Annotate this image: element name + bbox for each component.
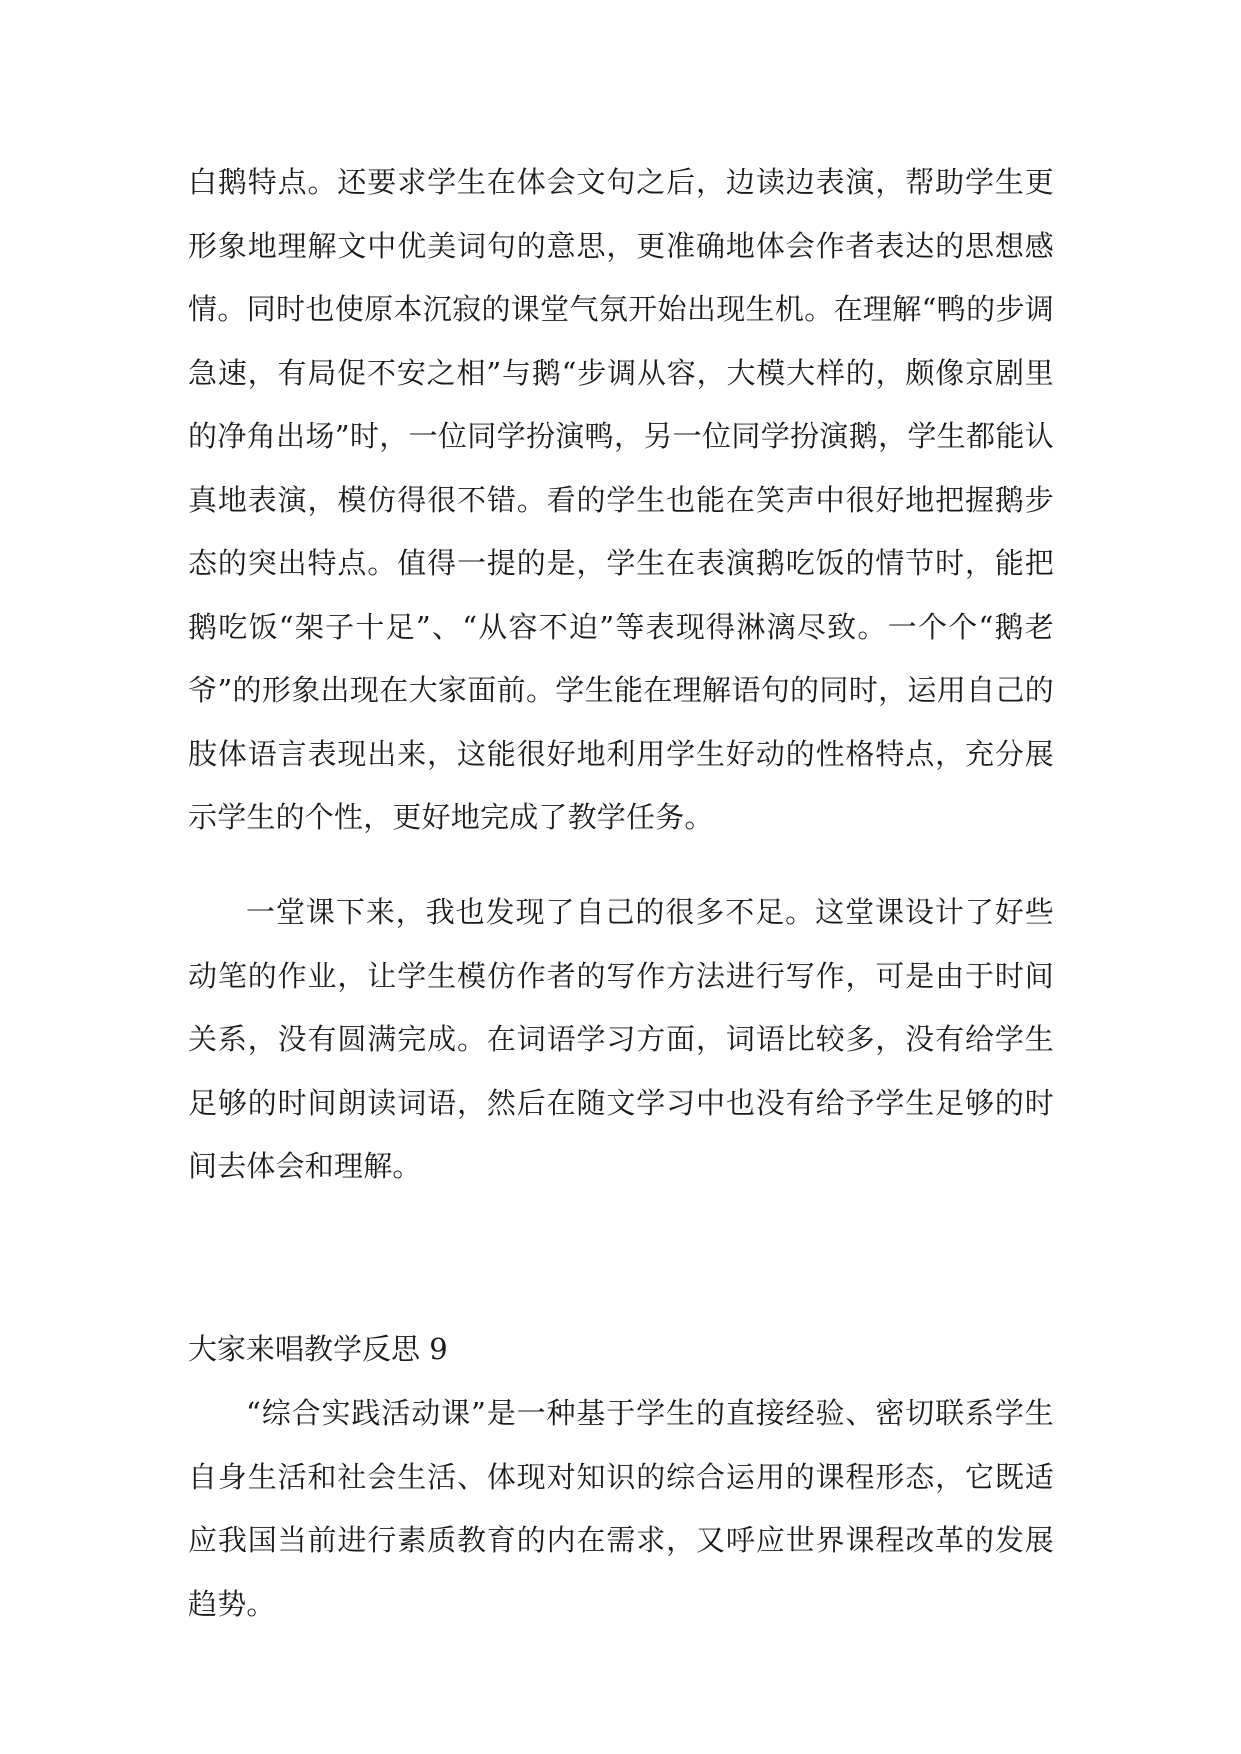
section-title: 大家来唱教学反思 9 [188,1332,448,1366]
body-paragraph: “综合实践活动课”是一种基于学生的直接经验、密切联系学生自身生活和社会生活、体现对知识的综合运用的课程形态，它既适应我国当前进行素质教育的内在需求，又呼应世界课程改革的发展趋势。 [188,1396,1054,1621]
body-paragraph: 一堂课下来，我也发现了自己的很多不足。这堂课设计了好些动笔的作业，让学生模仿作者的写作方法进行写作，可是由于时间关系，没有圆满完成。在词语学习方面，词语比较多，没有给学生足够的时间朗读词语，然后在随文学习中也没有给予学生足够的时间去体会和理解。 [188,895,1054,1183]
body-paragraph: 白鹅特点。还要求学生在体会文句之后，边读边表演，帮助学生更形象地理解文中优美词句的意思，更准确地体会作者表达的思想感情。同时也使原本沉寂的课堂气氛开始出现生机。在理解“鸭的步调急速，有局促不安之相”与鹅“步调从容，大模大样的，颇像京剧里的净角出场”时，一位同学扮演鸭，另一位同学扮演鹅，学生都能认真地表演，模仿得很不错。看的学生也能在笑声中很好地把握鹅步态的突出特点。值得一提的是，学生在表演鹅吃饭的情节时，能把鹅吃饭“架子十足”、“从容不迫”等表现得淋漓尽致。一个个“鹅老爷”的形象出现在大家面前。学生能在理解语句的同时，运用自己的肢体语言表现出来，这能很好地利用学生好动的性格特点，充分展示学生的个性，更好地完成了教学任务。 [188,165,1054,834]
